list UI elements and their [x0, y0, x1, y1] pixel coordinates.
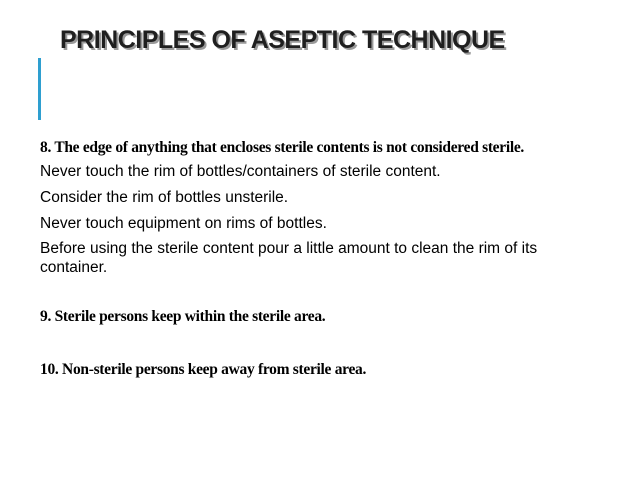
- point-8-line-2: Consider the rim of bottles unsterile.: [40, 189, 289, 206]
- slide-title: PRINCIPLES OF ASEPTIC TECHNIQUE: [60, 26, 505, 54]
- point-8-heading: 8. The edge of anything that encloses sterile contents is not considered sterile.: [40, 139, 525, 156]
- point-9-heading: 9. Sterile persons keep within the sterile area.: [40, 308, 326, 325]
- point-10-heading: 10. Non-sterile persons keep away from sterile area.: [40, 361, 367, 378]
- slide-content: [40, 138, 600, 379]
- point-8-line-4: Before using the sterile content pour a little amount to clean the rim of its container.: [40, 240, 538, 276]
- accent-bar: [38, 58, 41, 120]
- point-8-line-3: Never touch equipment on rims of bottles.: [40, 215, 327, 232]
- point-8-line-1: Never touch the rim of bottles/containers of sterile content.: [40, 163, 441, 180]
